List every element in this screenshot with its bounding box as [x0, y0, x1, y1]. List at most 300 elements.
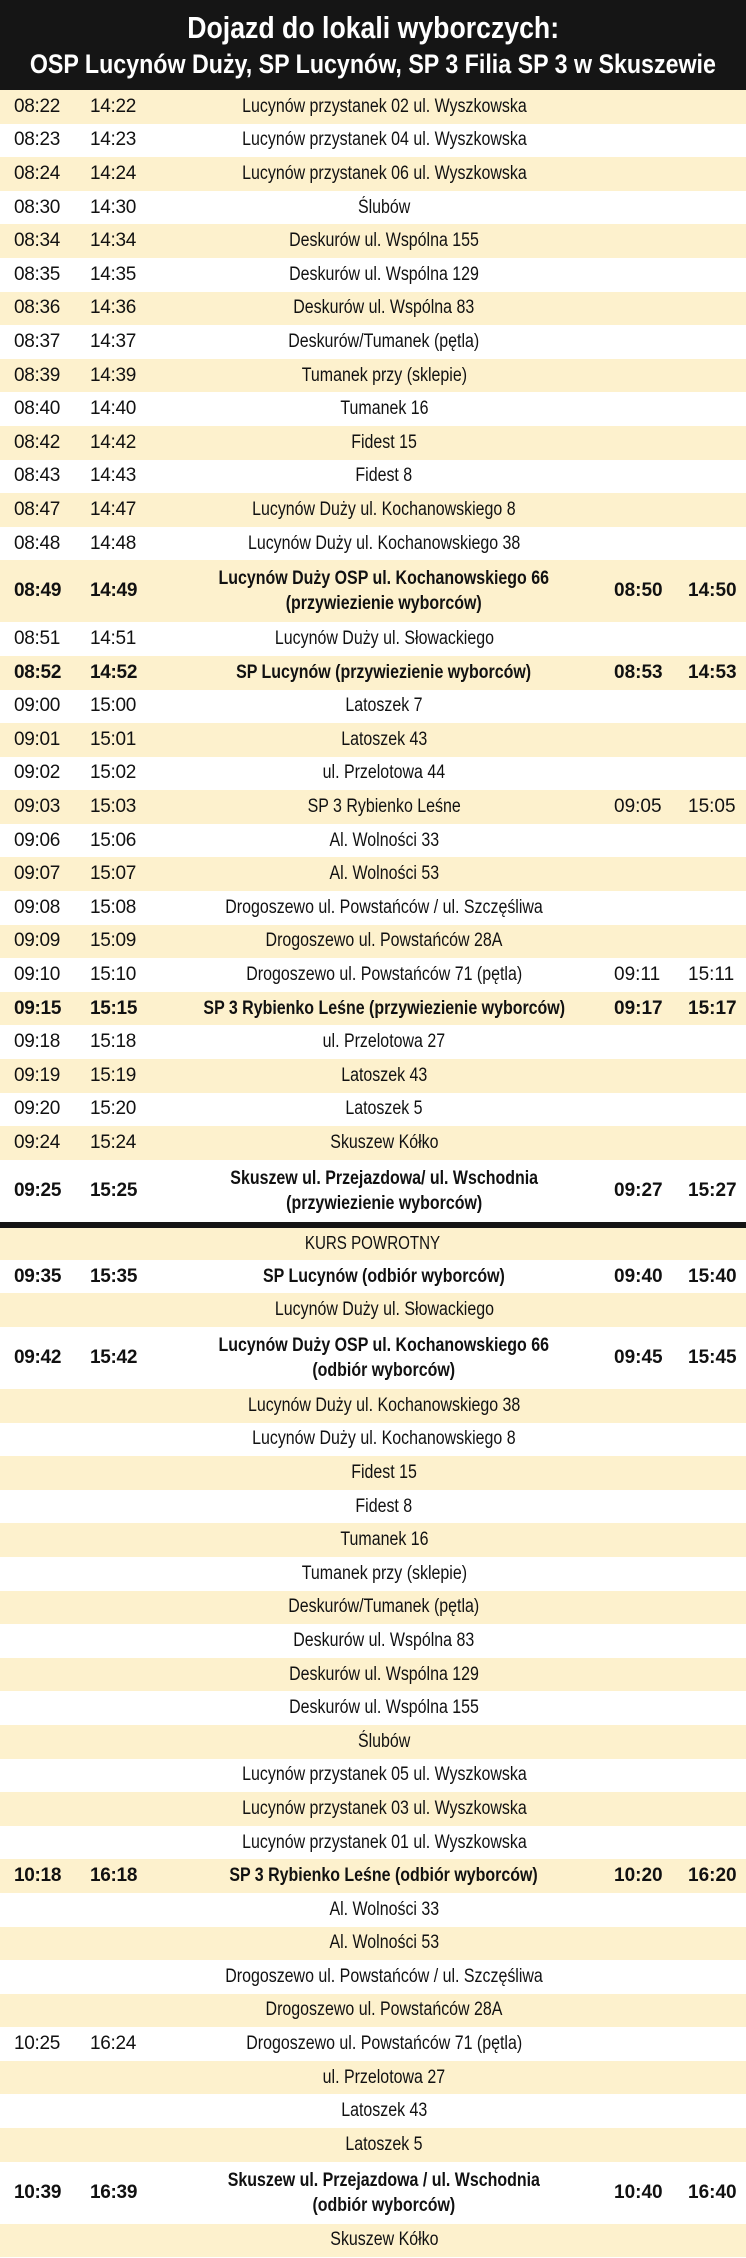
stop-name-line: (odbiór wyborców) [312, 2194, 456, 2216]
departure-time-afternoon: 15:20 [90, 1098, 137, 1120]
departure-time-morning: 09:35 [14, 1265, 62, 1287]
departure-time-morning: 08:37 [14, 330, 61, 352]
stop-name-text [203, 998, 565, 1020]
arrival-time-afternoon [678, 325, 746, 359]
stop-name [166, 2061, 602, 2095]
arrival-time-afternoon [678, 1826, 746, 1860]
stop-name-line: Lucynów Duży OSP ul. Kochanowskiego 66 [218, 568, 550, 590]
stop-name [166, 1260, 602, 1294]
arrival-time-afternoon [678, 1691, 746, 1725]
departure-time-afternoon: 15:10 [90, 964, 137, 986]
departure-time-morning [0, 1293, 86, 1327]
departure-time-morning: 08:42 [14, 431, 61, 453]
stop-name-text [330, 2229, 438, 2251]
stop-name-text [340, 398, 428, 420]
departure-time-morning [0, 2094, 86, 2128]
timetable-row [0, 1160, 746, 1222]
stop-name [166, 1523, 602, 1557]
departure-time-afternoon: 14:52 [90, 661, 138, 683]
arrival-time-morning [602, 1490, 678, 1524]
arrival-time-morning [602, 1792, 678, 1826]
departure-time-afternoon: 15:18 [90, 1031, 137, 1053]
departure-time-afternoon: 14:35 [90, 263, 137, 285]
stop-name [166, 1994, 602, 2028]
arrival-time-morning [602, 1826, 678, 1860]
stop-name-text [230, 1865, 538, 1887]
stop-name-line: Lucynów Duży OSP ul. Kochanowskiego 66 [218, 1335, 550, 1356]
arrival-time-morning [602, 622, 678, 656]
arrival-time-morning [602, 1591, 678, 1625]
departure-time-afternoon: 14:22 [90, 95, 137, 117]
stop-name [166, 292, 602, 326]
stop-name-line: Deskurów ul. Wspólna 83 [293, 1629, 475, 1651]
arrival-time-morning: 09:11 [614, 964, 661, 986]
timetable-row [0, 2224, 746, 2258]
arrival-time-morning [602, 1893, 678, 1927]
timetable-row [0, 1523, 746, 1557]
timetable-row [0, 1658, 746, 1692]
timetable-row [0, 1293, 746, 1327]
departure-time-afternoon [86, 2061, 166, 2095]
arrival-time-morning [602, 2061, 678, 2095]
stop-name-text [246, 2033, 522, 2055]
departure-time-afternoon [86, 1389, 166, 1423]
departure-time-morning [0, 1557, 86, 1591]
timetable-row [0, 1557, 746, 1591]
stop-name-line: Latoszek 5 [345, 2133, 423, 2155]
stop-name-text [341, 729, 427, 751]
arrival-time-afternoon [678, 527, 746, 561]
departure-time-afternoon [86, 1927, 166, 1961]
departure-time-afternoon [86, 2128, 166, 2162]
stop-name [166, 723, 602, 757]
arrival-time-afternoon [678, 1059, 746, 1093]
arrival-time-morning [602, 925, 678, 959]
stop-name-text [307, 796, 460, 818]
departure-time-afternoon: 14:40 [90, 398, 137, 420]
departure-time-morning: 08:47 [14, 498, 61, 520]
departure-time-afternoon: 14:43 [90, 465, 137, 487]
arrival-time-afternoon [678, 1725, 746, 1759]
stop-name [166, 1093, 602, 1127]
stop-name-line: Lucynów przystanek 05 ul. Wyszkowska [241, 1764, 527, 1786]
stop-name-text [266, 930, 503, 952]
timetable-body [0, 90, 746, 2257]
arrival-time-morning [602, 690, 678, 724]
arrival-time-morning [602, 1759, 678, 1793]
timetable-row [0, 157, 746, 191]
stop-name-text [252, 499, 515, 521]
departure-time-afternoon: 16:18 [90, 1865, 138, 1887]
departure-time-afternoon [86, 1591, 166, 1625]
stop-name-line: Deskurów ul. Wspólna 155 [289, 1697, 479, 1719]
timetable-row [0, 1327, 746, 1389]
timetable-row [0, 656, 746, 690]
departure-time-morning: 08:48 [14, 532, 61, 554]
stop-name-line: Lucynów przystanek 02 ul. Wyszkowska [241, 95, 527, 117]
departure-time-morning [0, 1523, 86, 1557]
timetable-row [0, 426, 746, 460]
departure-time-afternoon: 14:48 [90, 532, 137, 554]
arrival-time-morning [602, 891, 678, 925]
arrival-time-morning [602, 857, 678, 891]
stop-name-text [242, 129, 527, 151]
timetable-row [0, 1927, 746, 1961]
departure-time-morning: 08:30 [14, 196, 61, 218]
stop-name [166, 622, 602, 656]
stop-name [166, 1759, 602, 1793]
arrival-time-morning [602, 1725, 678, 1759]
arrival-time-morning [602, 124, 678, 158]
stop-name-text [266, 1999, 503, 2021]
arrival-time-morning [602, 392, 678, 426]
arrival-time-afternoon [678, 690, 746, 724]
stop-name-line: Tumanek 16 [339, 398, 429, 420]
arrival-time-morning [602, 1025, 678, 1059]
stop-name-line: Latoszek 43 [340, 2100, 428, 2122]
timetable-row [0, 790, 746, 824]
stop-name [166, 426, 602, 460]
stop-name [166, 1893, 602, 1927]
stop-name-text [358, 1731, 410, 1753]
arrival-time-afternoon: 15:17 [688, 997, 737, 1019]
stop-name-line: Al. Wolności 33 [329, 1898, 439, 1920]
stop-name-line: Drogoszewo ul. Powstańców 28A [265, 930, 503, 952]
stop-name [166, 1960, 602, 1994]
departure-time-morning: 08:35 [14, 263, 61, 285]
stop-name-line: Deskurów/Tumanek (pętla) [288, 1596, 480, 1618]
stop-name-text [294, 1630, 475, 1652]
stop-name-text [301, 1563, 466, 1585]
stop-name-line: Lucynów Duży ul. Kochanowskiego 38 [247, 532, 521, 554]
departure-time-morning [0, 1792, 86, 1826]
departure-time-afternoon [86, 1658, 166, 1692]
timetable-row [0, 560, 746, 622]
stop-name [166, 992, 602, 1026]
stop-name-line: ul. Przelotowa 44 [322, 762, 446, 784]
arrival-time-afternoon [678, 925, 746, 959]
departure-time-afternoon: 15:15 [90, 997, 138, 1019]
stop-name-text [225, 1966, 543, 1988]
arrival-time-afternoon: 15:45 [688, 1347, 737, 1368]
schedule-title: Dojazd do lokali wyborczych: [187, 10, 559, 45]
stop-name [166, 925, 602, 959]
departure-time-afternoon [86, 1960, 166, 1994]
timetable-row [0, 622, 746, 656]
arrival-time-afternoon [678, 460, 746, 494]
stop-name-text [323, 1031, 445, 1053]
arrival-time-morning [602, 426, 678, 460]
timetable-row [0, 258, 746, 292]
departure-time-morning: 09:06 [14, 829, 61, 851]
stop-name-text [329, 1899, 439, 1921]
stop-name-line: Fidest 8 [355, 465, 413, 487]
arrival-time-morning [602, 527, 678, 561]
departure-time-morning [0, 1960, 86, 1994]
stop-name [166, 891, 602, 925]
timetable-row [0, 2027, 746, 2061]
timetable-row [0, 493, 746, 527]
arrival-time-afternoon [678, 1792, 746, 1826]
stop-name-text [288, 1596, 479, 1618]
stop-name-text [274, 1299, 493, 1321]
departure-time-afternoon: 14:47 [90, 498, 137, 520]
stop-name-line: Ślubów [357, 196, 411, 218]
arrival-time-morning [602, 359, 678, 393]
arrival-time-morning [602, 1927, 678, 1961]
departure-time-afternoon: 15:00 [90, 695, 137, 717]
departure-time-afternoon [86, 1725, 166, 1759]
departure-time-afternoon: 14:34 [90, 230, 137, 252]
departure-time-morning: 09:18 [14, 1031, 61, 1053]
stop-name-line: Drogoszewo ul. Powstańców 28A [265, 1999, 503, 2021]
arrival-time-morning [602, 1423, 678, 1457]
arrival-time-morning [602, 2224, 678, 2258]
arrival-time-afternoon [678, 857, 746, 891]
departure-time-morning [0, 1927, 86, 1961]
return-section-label: KURS POWROTNY [305, 1233, 441, 1254]
stop-name [166, 2128, 602, 2162]
departure-time-morning: 09:10 [14, 964, 61, 986]
stop-name-text [219, 1333, 550, 1383]
stop-name-line: Lucynów Duży ul. Kochanowskiego 8 [252, 498, 516, 520]
departure-time-afternoon: 16:24 [90, 2033, 137, 2055]
timetable-row [0, 224, 746, 258]
arrival-time-morning [602, 2128, 678, 2162]
departure-time-morning: 09:24 [14, 1132, 61, 1154]
departure-time-morning: 08:22 [14, 95, 61, 117]
departure-time-morning [0, 1759, 86, 1793]
timetable-row [0, 292, 746, 326]
timetable [0, 90, 746, 2257]
timetable-row [0, 191, 746, 225]
stop-name [166, 1456, 602, 1490]
stop-name-text [228, 2168, 540, 2218]
arrival-time-morning [602, 1389, 678, 1423]
stop-name [166, 493, 602, 527]
stop-name-line: Drogoszewo ul. Powstańców 71 (pętla) [246, 964, 522, 986]
arrival-time-morning [602, 2094, 678, 2128]
arrival-time-afternoon [678, 1126, 746, 1160]
timetable-row [0, 1826, 746, 1860]
stop-name-line: Latoszek 5 [345, 1098, 423, 1120]
departure-time-morning [0, 1423, 86, 1457]
stop-name [166, 392, 602, 426]
departure-time-morning [0, 1826, 86, 1860]
departure-time-morning: 09:02 [14, 762, 61, 784]
arrival-time-morning [602, 1994, 678, 2028]
stop-name-line: Fidest 8 [355, 1495, 413, 1517]
arrival-time-afternoon: 16:40 [688, 2181, 737, 2203]
stop-name-line: SP 3 Rybienko Leśne [307, 796, 461, 818]
stop-name-line: Lucynów przystanek 03 ul. Wyszkowska [241, 1797, 527, 1819]
departure-time-afternoon [86, 1792, 166, 1826]
stop-name-line: Lucynów Duży ul. Słowackiego [274, 1299, 494, 1321]
return-section-cell [0, 1228, 746, 1260]
arrival-time-morning [602, 258, 678, 292]
timetable-row [0, 2128, 746, 2162]
arrival-time-afternoon: 15:05 [688, 796, 736, 818]
departure-time-afternoon: 15:35 [90, 1265, 138, 1287]
timetable-row [0, 2061, 746, 2095]
stop-name-line: Deskurów/Tumanek (pętla) [288, 330, 480, 352]
stop-name-line: Latoszek 7 [345, 695, 423, 717]
stop-name [166, 359, 602, 393]
timetable-row [0, 1126, 746, 1160]
timetable-row [0, 1490, 746, 1524]
timetable-row [0, 1093, 746, 1127]
stop-name-line: Lucynów przystanek 01 ul. Wyszkowska [241, 1831, 527, 1853]
stop-name-text [242, 1832, 527, 1854]
stop-name-line: Deskurów ul. Wspólna 155 [289, 230, 479, 252]
departure-time-afternoon: 14:23 [90, 129, 137, 151]
departure-time-morning: 09:25 [14, 1179, 62, 1201]
stop-name [166, 1557, 602, 1591]
stop-name-line: ul. Przelotowa 27 [322, 2066, 446, 2088]
stop-name [166, 258, 602, 292]
stop-name-text [323, 762, 445, 784]
departure-time-morning: 08:24 [14, 162, 61, 184]
timetable-row [0, 1792, 746, 1826]
stop-name-line: Tumanek 16 [339, 1529, 429, 1551]
stop-name [166, 1126, 602, 1160]
stop-name-line: Ślubów [357, 1730, 411, 1752]
stop-name [166, 824, 602, 858]
stop-name-line: Al. Wolności 53 [329, 1932, 439, 1954]
arrival-time-afternoon [678, 1893, 746, 1927]
arrival-time-morning: 09:40 [614, 1265, 663, 1287]
departure-time-afternoon: 15:09 [90, 930, 137, 952]
arrival-time-afternoon [678, 757, 746, 791]
stop-name-text [294, 297, 475, 319]
arrival-time-afternoon: 15:40 [688, 1265, 737, 1287]
departure-time-morning: 09:00 [14, 695, 61, 717]
arrival-time-morning [602, 1126, 678, 1160]
stop-name-text [358, 197, 410, 219]
stop-name-text [219, 566, 550, 616]
stop-name-text [329, 830, 439, 852]
stop-name-text [289, 230, 479, 252]
departure-time-afternoon: 14:39 [90, 364, 137, 386]
stop-name-text [252, 1428, 515, 1450]
departure-time-morning: 09:08 [14, 896, 61, 918]
stop-name [166, 1025, 602, 1059]
departure-time-morning [0, 2224, 86, 2258]
stop-name-line: SP 3 Rybienko Leśne (przywiezienie wyborców) [203, 997, 565, 1019]
arrival-time-afternoon [678, 723, 746, 757]
departure-time-afternoon [86, 1490, 166, 1524]
departure-time-afternoon: 15:06 [90, 829, 137, 851]
departure-time-morning: 09:03 [14, 796, 61, 818]
arrival-time-morning: 09:05 [614, 796, 662, 818]
timetable-row [0, 90, 746, 124]
departure-time-morning: 08:49 [14, 580, 62, 602]
arrival-time-morning [602, 757, 678, 791]
stop-name-line: Al. Wolności 33 [329, 829, 439, 851]
stop-name [166, 1327, 602, 1389]
departure-time-afternoon [86, 1523, 166, 1557]
stop-name-text [341, 2100, 427, 2122]
timetable-row [0, 1025, 746, 1059]
stop-name-line: Deskurów ul. Wspólna 129 [289, 1663, 479, 1685]
stop-name [166, 958, 602, 992]
departure-time-morning: 08:52 [14, 661, 62, 683]
departure-time-afternoon: 15:03 [90, 796, 137, 818]
timetable-row [0, 958, 746, 992]
departure-time-afternoon [86, 2094, 166, 2128]
stop-name-text [248, 533, 520, 555]
departure-time-morning [0, 1725, 86, 1759]
arrival-time-morning [602, 1523, 678, 1557]
arrival-time-morning: 10:40 [614, 2181, 663, 2203]
arrival-time-afternoon [678, 2224, 746, 2258]
arrival-time-afternoon: 14:53 [688, 661, 737, 683]
stop-name [166, 1293, 602, 1327]
arrival-time-afternoon: 16:20 [688, 1865, 737, 1887]
stop-name-line: Skuszew ul. Przejazdowa / ul. Wschodnia [227, 2169, 541, 2191]
stop-name-line: Latoszek 43 [340, 1064, 428, 1086]
stop-name [166, 1792, 602, 1826]
stop-name-text [289, 264, 479, 286]
arrival-time-morning [602, 1557, 678, 1591]
timetable-row [0, 2094, 746, 2128]
departure-time-morning: 09:20 [14, 1098, 61, 1120]
departure-time-afternoon: 14:24 [90, 162, 137, 184]
departure-time-morning [0, 1456, 86, 1490]
stop-name-text [301, 365, 466, 387]
stop-name-line: Deskurów ul. Wspólna 129 [289, 263, 479, 285]
stop-name-text [263, 1266, 505, 1288]
arrival-time-morning [602, 292, 678, 326]
stop-name-line: SP Lucynów (przywiezienie wyborców) [236, 661, 532, 683]
arrival-time-morning [602, 493, 678, 527]
arrival-time-morning [602, 1960, 678, 1994]
departure-time-afternoon: 15:25 [90, 1179, 138, 1201]
departure-time-morning [0, 1658, 86, 1692]
stop-name-text [351, 432, 417, 454]
arrival-time-afternoon [678, 1456, 746, 1490]
departure-time-afternoon: 15:42 [90, 1347, 138, 1368]
timetable-row [0, 392, 746, 426]
timetable-row [0, 1893, 746, 1927]
timetable-row [0, 1260, 746, 1294]
departure-time-afternoon: 15:19 [90, 1064, 137, 1086]
departure-time-morning: 08:39 [14, 364, 61, 386]
timetable-row [0, 1591, 746, 1625]
departure-time-afternoon: 15:02 [90, 762, 137, 784]
departure-time-morning: 08:51 [14, 628, 61, 650]
stop-name [166, 325, 602, 359]
departure-time-morning [0, 1490, 86, 1524]
arrival-time-afternoon [678, 90, 746, 124]
arrival-time-afternoon [678, 1624, 746, 1658]
departure-time-morning: 08:34 [14, 230, 61, 252]
arrival-time-afternoon [678, 1658, 746, 1692]
stop-name [166, 656, 602, 690]
arrival-time-morning [602, 824, 678, 858]
stop-name-line: SP 3 Rybienko Leśne (odbiór wyborców) [229, 1865, 539, 1887]
arrival-time-afternoon [678, 1994, 746, 2028]
departure-time-morning: 08:43 [14, 465, 61, 487]
arrival-time-afternoon: 15:27 [688, 1179, 737, 1201]
stop-name-line: Lucynów Duży ul. Kochanowskiego 8 [252, 1428, 516, 1450]
stop-name-text [289, 1697, 479, 1719]
arrival-time-afternoon [678, 1093, 746, 1127]
stop-name-text [246, 964, 522, 986]
departure-time-morning: 09:15 [14, 997, 62, 1019]
stop-name-line: Skuszew Kółko [329, 1132, 439, 1154]
stop-name [166, 1059, 602, 1093]
